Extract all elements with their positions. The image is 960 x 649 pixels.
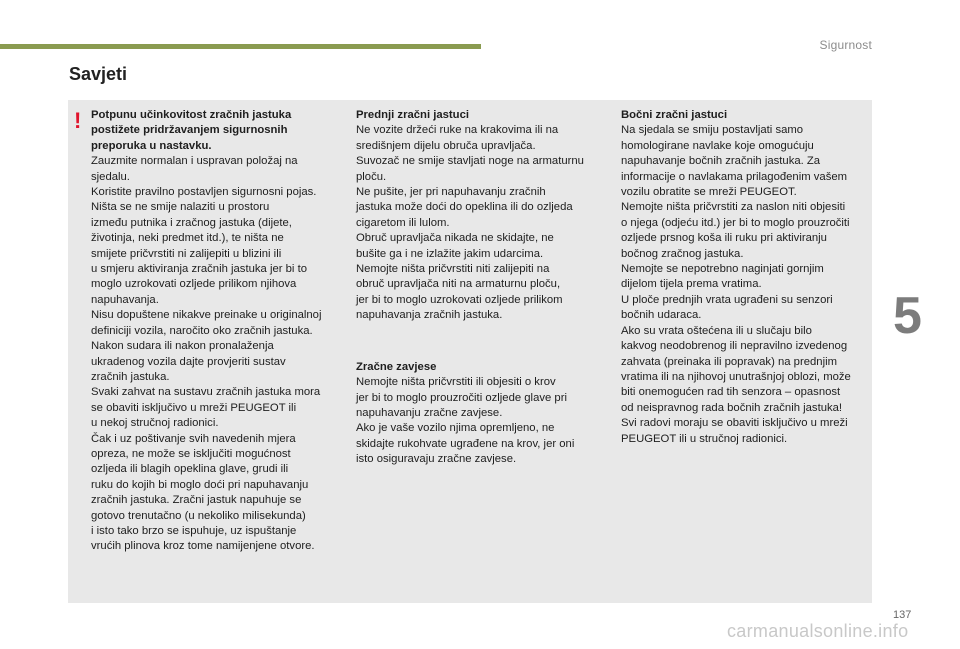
warning-heading: Potpunu učinkovitost zračnih jastuka postižete pridržavanjem sigurnosnih preporuka u nastavku.: [91, 109, 292, 152]
advice-panel: [68, 100, 872, 603]
section-title: Sigurnost: [819, 38, 872, 52]
front-airbags-column: [356, 108, 606, 468]
page-title: Savjeti: [69, 64, 128, 84]
watermark: carmanualsonline.info: [727, 621, 909, 641]
warning-body: Zauzmite normalan i uspravan položaj na sjedalu. Koristite pravilno postavljen sigurnosni pojas. Ništa se ne smije nalaziti u prostoru između putnika i zračnog jastuka (dijete, životinja, neki predmet itd.), te ništa ne smijete pričvrstiti ni zalijepiti u blizini ili u smjeru aktiviranja zračnih jastuka jer bi to moglo uzrokovati ozljede prilikom njihova napuhavanja. Nisu dopuštene nikakve preinake u originalnoj definiciji vozila, naročito oko zračnih jastuka. Nakon sudara ili nakon pronalaženja ukradenog vozila dajte provjeriti sustav zračnih jastuka. Svaki zahvat na sustavu zračnih jastuka mora se obaviti isključivo u mreži PEUGEOT ili u nekoj stručnoj radionici. Čak i uz poštivanje svih navedenih mjera opreza, ne može se isključiti mogućnost ozljeda ili blagih opeklina glave, grudi ili ruku do kojih bi moglo doći pri napuhavanju zračnih jastuka. Zračni jastuk napuhuje se gotovo trenutačno (u nekoliko milisekunda) i isto tako brzo se ispuhuje, uz ispuštanje vrućih plinova kroz tome namijenjene otvore.: [91, 155, 322, 553]
chapter-accent-bar: [0, 44, 481, 49]
warning-column: [91, 108, 348, 555]
curtain-airbags-heading: Zračne zavjese: [356, 360, 437, 373]
front-airbags-heading: Prednji zračni jastuci: [356, 109, 470, 121]
chapter-number: 5: [893, 287, 922, 345]
page-number: 137: [893, 609, 912, 621]
side-airbags-heading: Bočni zračni jastuci: [621, 109, 728, 121]
side-airbags-column: [621, 108, 871, 447]
front-airbags-body: Ne vozite držeći ruke na krakovima ili na središnjem dijelu obruča upravljača. Suvozač ne smije stavljati noge na armaturnu ploču. Ne pušite, jer pri napuhavanju zračnih jastuka može doći do opeklina ili do ozljeda cigaretom ili lulom. Obruč upravljača nikada ne skidajte, ne bušite ga i ne izlažite jakim udarcima. Nemojte ništa pričvrstiti niti zalijepiti na obruč upravljača niti na armaturnu ploču, jer bi to moglo uzrokovati ozljede prilikom napuhavanja zračnih jastuka.: [356, 124, 584, 322]
exclamation-icon: !: [74, 108, 82, 133]
curtain-airbags-body: Nemojte ništa pričvrstiti ili objesiti o krov jer bi to moglo prouzročiti ozljede glave pri napuhavanju zračne zavjese. Ako je vaše vozilo njima opremljeno, ne skidajte rukohvate ugrađene na krov, jer oni isto osiguravaju zračne zavjese.: [356, 376, 575, 466]
side-airbags-body: Na sjedala se smiju postavljati samo homologirane navlake koje omogućuju napuhavanje bočnih zračnih jastuka. Za informacije o navlakama prilagođenim vašem vozilu obratite se mreži PEUGEOT. Nemojte ništa pričvrstiti za naslon niti objesiti o njega (odjeću itd.) jer bi to moglo prouzročiti ozljede prsnog koša ili ruku pri aktiviranju bočnog zračnog jastuka. Nemojte se nepotrebno naginjati gornjim dijelom tijela prema vratima. U ploče prednjih vrata ugrađeni su senzori bočnih udaraca. Ako su vrata oštećena ili u slučaju bilo kakvog neodobrenog ili nepravilno izvedenog zahvata (preinaka ili popravak) na prednjim vratima ili na njihovoj unutrašnjoj oblozi, može biti onemogućen rad tih senzora – opasnost od neispravnog rada bočnih zračnih jastuka! Svi radovi moraju se obaviti isključivo u mreži PEUGEOT ili u stručnoj radionici.: [621, 124, 851, 445]
